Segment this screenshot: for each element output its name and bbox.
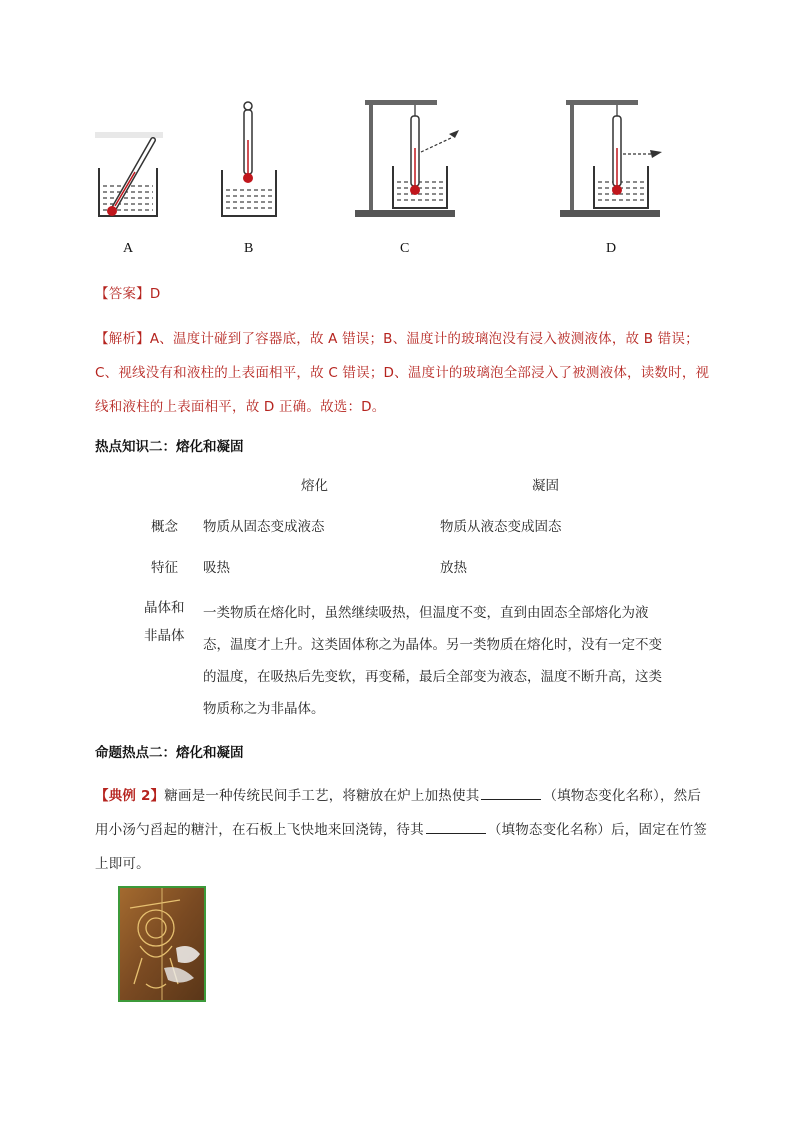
section-heading: 热点知识二：熔化和凝固 xyxy=(95,439,244,455)
analysis-text: A、温度计碰到了容器底，故 A 错误；B、温度计的玻璃泡没有浸入被测液体，故 B 错误；C、视线没有和液柱的上表面相平，故 C 错误；D、温度计的玻璃泡全部浸入了被测液体，读数时，视线和液柱的上表面相平，故 D 正确。故选：D。 xyxy=(95,331,710,415)
answer-value: D xyxy=(149,286,161,302)
answer-line xyxy=(95,277,710,311)
sugar-painting-photo xyxy=(118,886,206,1002)
example-tag: 【典例 2】 xyxy=(95,788,165,804)
table-row-crystal-label-2: 非晶体 xyxy=(144,628,185,644)
answer-blank-1[interactable] xyxy=(481,785,541,800)
figure-label-a: A xyxy=(123,241,134,256)
table-row-concept-melt: 物质从固态变成液态 xyxy=(203,519,325,535)
example-text-2: （填物态变化名称），然后用小汤勺舀起的糖汁，在石板上飞快地来回浇铸，待其 xyxy=(95,788,702,838)
figure-a-beaker xyxy=(95,128,165,220)
table-row-concept-label: 概念 xyxy=(151,519,178,535)
figure-d-stand xyxy=(560,96,670,220)
figure-label-d: D xyxy=(606,241,617,256)
topic-heading: 命题热点二：熔化和凝固 xyxy=(95,745,244,761)
answer-blank-2[interactable] xyxy=(426,819,486,834)
example-paragraph xyxy=(95,779,710,881)
figure-label-c: C xyxy=(400,241,410,256)
figure-b-beaker xyxy=(218,100,280,220)
table-row-feature-melt: 吸热 xyxy=(203,560,230,576)
figure-label-b: B xyxy=(244,241,254,256)
table-row-concept-solidify: 物质从液态变成固态 xyxy=(440,519,562,535)
table-row-crystal-desc: 一类物质在熔化时，虽然继续吸热，但温度不变，直到由固态全部熔化为液态，温度才上升。这类固体称之为晶体。另一类物质在熔化时，没有一定不变的温度，在吸热后先变软，再变稀，最后全部变为液态，温度不断升高，这类物质称之为非晶体。 xyxy=(203,605,662,717)
example-text-1: 糖画是一种传统民间手工艺，将糖放在炉上加热使其 xyxy=(164,788,480,804)
table-header-solidify: 凝固 xyxy=(532,478,559,494)
table-row-feature-solidify: 放热 xyxy=(440,560,467,576)
table-row-feature-label: 特征 xyxy=(151,560,178,576)
table-header-melt: 熔化 xyxy=(301,478,328,494)
table-row-crystal-label-1: 晶体和 xyxy=(144,600,185,616)
figure-c-stand xyxy=(355,96,465,220)
analysis-paragraph xyxy=(95,322,710,424)
answer-tag: 【答案】 xyxy=(95,286,150,302)
example-text-3: （填物态变化名称）后，固定在竹签上即可。 xyxy=(95,822,708,872)
analysis-tag: 【解析】 xyxy=(95,331,150,347)
